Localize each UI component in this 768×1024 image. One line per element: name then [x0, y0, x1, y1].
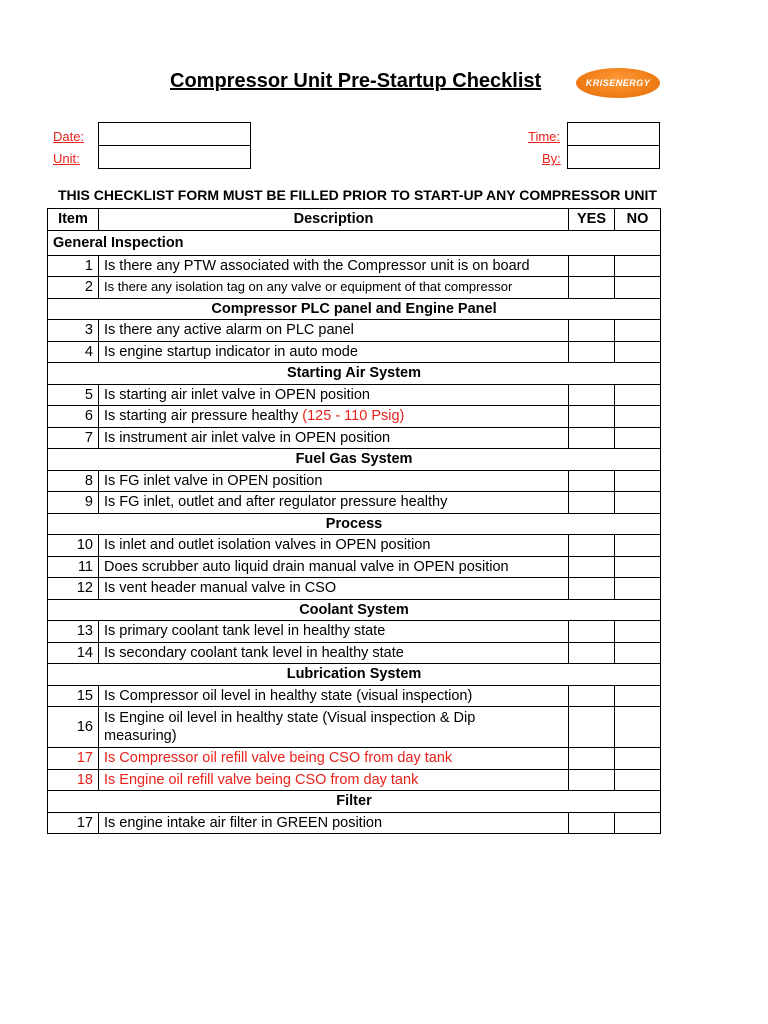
table-row	[48, 277, 661, 299]
table-row	[48, 406, 661, 428]
item-description: Is FG inlet valve in OPEN position	[99, 470, 569, 492]
pressure-range-note: (125 - 110 Psig)	[302, 408, 405, 425]
section-process: Process	[48, 513, 661, 535]
table-row	[48, 535, 661, 557]
item-description: Is Compressor oil refill valve being CSO from day tank	[99, 748, 569, 770]
yes-cell[interactable]	[569, 556, 615, 578]
table-row	[48, 320, 661, 342]
item-description: Is there any active alarm on PLC panel	[99, 320, 569, 342]
no-cell[interactable]	[615, 621, 661, 643]
section-row	[48, 513, 661, 535]
no-cell[interactable]	[615, 470, 661, 492]
no-cell[interactable]	[615, 406, 661, 428]
yes-cell[interactable]	[569, 642, 615, 664]
item-description: Is Engine oil refill valve being CSO from day tank	[99, 769, 569, 791]
yes-cell[interactable]	[569, 578, 615, 600]
header-description: Description	[99, 209, 569, 231]
item-description: Is vent header manual valve in CSO	[99, 578, 569, 600]
item-description: Is Compressor oil level in healthy state (visual inspection)	[99, 685, 569, 707]
item-description: Is inlet and outlet isolation valves in OPEN position	[99, 535, 569, 557]
by-field[interactable]	[567, 145, 660, 169]
no-cell[interactable]	[615, 578, 661, 600]
item-description	[99, 707, 569, 748]
item-description	[99, 406, 569, 428]
table-row	[48, 685, 661, 707]
logo-text: KRISENERGY	[585, 78, 651, 88]
yes-cell[interactable]	[569, 621, 615, 643]
unit-field[interactable]	[98, 145, 251, 169]
item-description: Is FG inlet, outlet and after regulator pressure healthy	[99, 492, 569, 514]
table-row	[48, 621, 661, 643]
no-cell[interactable]	[615, 427, 661, 449]
table-row	[48, 812, 661, 834]
item-number: 10	[48, 535, 99, 557]
item-description: Is there any PTW associated with the Compressor unit is on board	[99, 255, 569, 277]
page-title: Compressor Unit Pre-Startup Checklist	[170, 70, 542, 92]
table-row	[48, 642, 661, 664]
yes-cell[interactable]	[569, 427, 615, 449]
section-row	[48, 599, 661, 621]
item-number: 9	[48, 492, 99, 514]
item-number: 17	[48, 812, 99, 834]
item-number: 17	[48, 748, 99, 770]
no-cell[interactable]	[615, 748, 661, 770]
yes-cell[interactable]	[569, 470, 615, 492]
item-number: 6	[48, 406, 99, 428]
table-header-row	[48, 209, 661, 231]
section-plc: Compressor PLC panel and Engine Panel	[48, 298, 661, 320]
no-cell[interactable]	[615, 642, 661, 664]
item-number: 11	[48, 556, 99, 578]
item-number: 3	[48, 320, 99, 342]
table-row	[48, 707, 661, 748]
yes-cell[interactable]	[569, 748, 615, 770]
item-number: 8	[48, 470, 99, 492]
yes-cell[interactable]	[569, 812, 615, 834]
item-number: 14	[48, 642, 99, 664]
section-row	[48, 664, 661, 686]
yes-cell[interactable]	[569, 685, 615, 707]
yes-cell[interactable]	[569, 406, 615, 428]
unit-label: Unit:	[53, 151, 80, 166]
by-label: By:	[542, 151, 561, 166]
no-cell[interactable]	[615, 492, 661, 514]
section-row	[48, 449, 661, 471]
item-description: Is instrument air inlet valve in OPEN position	[99, 427, 569, 449]
section-starting-air: Starting Air System	[48, 363, 661, 385]
item-number: 1	[48, 255, 99, 277]
no-cell[interactable]	[615, 255, 661, 277]
yes-cell[interactable]	[569, 320, 615, 342]
item-number: 16	[48, 707, 99, 748]
item-description: Is engine intake air filter in GREEN position	[99, 812, 569, 834]
header-item: Item	[48, 209, 99, 231]
item-description: Is there any isolation tag on any valve or equipment of that compressor	[99, 277, 569, 299]
table-row	[48, 427, 661, 449]
table-row	[48, 255, 661, 277]
no-cell[interactable]	[615, 277, 661, 299]
item-number: 13	[48, 621, 99, 643]
no-cell[interactable]	[615, 535, 661, 557]
table-row	[48, 470, 661, 492]
header-no: NO	[615, 209, 661, 231]
item-number: 4	[48, 341, 99, 363]
no-cell[interactable]	[615, 384, 661, 406]
no-cell[interactable]	[615, 685, 661, 707]
item-number: 2	[48, 277, 99, 299]
yes-cell[interactable]	[569, 255, 615, 277]
item-description: Is starting air inlet valve in OPEN position	[99, 384, 569, 406]
section-lubrication: Lubrication System	[48, 664, 661, 686]
item-description-text: Is starting air pressure healthy	[104, 408, 299, 425]
yes-cell[interactable]	[569, 769, 615, 791]
table-row	[48, 492, 661, 514]
date-label: Date:	[53, 129, 85, 144]
section-row	[48, 230, 661, 255]
item-number: 15	[48, 685, 99, 707]
no-cell[interactable]	[615, 556, 661, 578]
section-fuel-gas: Fuel Gas System	[48, 449, 661, 471]
section-row	[48, 298, 661, 320]
item-description: Is engine startup indicator in auto mode	[99, 341, 569, 363]
section-row	[48, 791, 661, 813]
item-description-line1: Is Engine oil level in healthy state (Visual inspection & Dip	[104, 710, 476, 726]
item-number: 5	[48, 384, 99, 406]
table-row	[48, 578, 661, 600]
item-number: 12	[48, 578, 99, 600]
item-description: Does scrubber auto liquid drain manual valve in OPEN position	[99, 556, 569, 578]
section-row	[48, 363, 661, 385]
table-row	[48, 748, 661, 770]
item-number: 18	[48, 769, 99, 791]
table-row	[48, 769, 661, 791]
yes-cell[interactable]	[569, 277, 615, 299]
krisenergy-logo	[576, 68, 660, 98]
table-row	[48, 384, 661, 406]
table-row	[48, 341, 661, 363]
yes-cell[interactable]	[569, 492, 615, 514]
time-label: Time:	[528, 129, 561, 144]
fill-notice: THIS CHECKLIST FORM MUST BE FILLED PRIOR TO START-UP ANY COMPRESSOR UNIT	[58, 187, 657, 203]
header-yes: YES	[569, 209, 615, 231]
time-field[interactable]	[567, 122, 660, 146]
no-cell[interactable]	[615, 707, 661, 748]
item-description: Is secondary coolant tank level in healthy state	[99, 642, 569, 664]
item-description: Is primary coolant tank level in healthy state	[99, 621, 569, 643]
date-field[interactable]	[98, 122, 251, 146]
yes-cell[interactable]	[569, 341, 615, 363]
section-general: General Inspection	[48, 230, 661, 255]
no-cell[interactable]	[615, 769, 661, 791]
item-description-line2: measuring)	[104, 728, 177, 744]
no-cell[interactable]	[615, 320, 661, 342]
yes-cell[interactable]	[569, 535, 615, 557]
no-cell[interactable]	[615, 341, 661, 363]
table-row	[48, 556, 661, 578]
yes-cell[interactable]	[569, 384, 615, 406]
section-filter: Filter	[48, 791, 661, 813]
yes-cell[interactable]	[569, 707, 615, 748]
checklist-table	[47, 208, 661, 834]
item-number: 7	[48, 427, 99, 449]
section-coolant: Coolant System	[48, 599, 661, 621]
no-cell[interactable]	[615, 812, 661, 834]
